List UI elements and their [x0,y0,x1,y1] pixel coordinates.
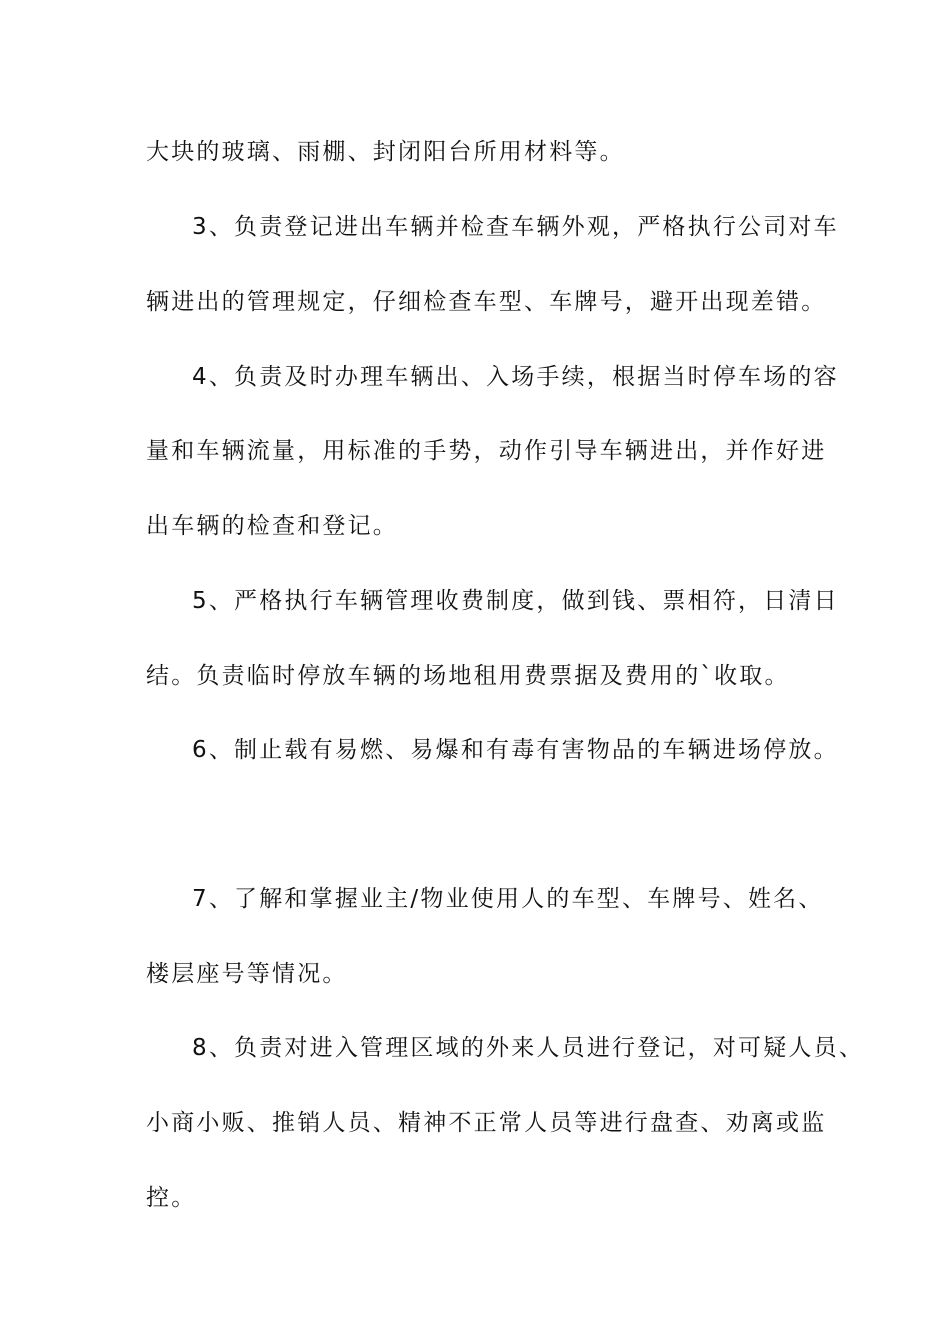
text-line: 出车辆的检查和登记。 [146,513,398,539]
text-line: 6、制止载有易燃、易爆和有毒有害物品的车辆进场停放。 [192,737,839,763]
text-line: 8、负责对进入管理区域的外来人员进行登记，对可疑人员、 [192,1035,865,1061]
text-line: 辆进出的管理规定，仔细检查车型、车牌号，避开出现差错。 [146,289,827,315]
text-line: 5、严格执行车辆管理收费制度，做到钱、票相符，日清日 [192,588,839,614]
text-line: 7、了解和掌握业主/物业使用人的车型、车牌号、姓名、 [192,886,824,912]
text-line: 小商小贩、推销人员、精神不正常人员等进行盘查、劝离或监 [146,1110,827,1136]
text-line: 楼层座号等情况。 [146,961,348,987]
text-line: 4、负责及时办理车辆出、入场手续，根据当时停车场的容 [192,364,839,390]
text-line: 3、负责登记进出车辆并检查车辆外观，严格执行公司对车 [192,214,839,240]
text-line: 控。 [146,1185,197,1211]
text-line: 结。负责临时停放车辆的场地租用费票据及费用的`收取。 [146,663,790,689]
text-line: 大块的玻璃、雨棚、封闭阳台所用材料等。 [146,139,625,165]
text-line: 量和车辆流量，用标准的手势，动作引导车辆进出，并作好进 [146,438,827,464]
